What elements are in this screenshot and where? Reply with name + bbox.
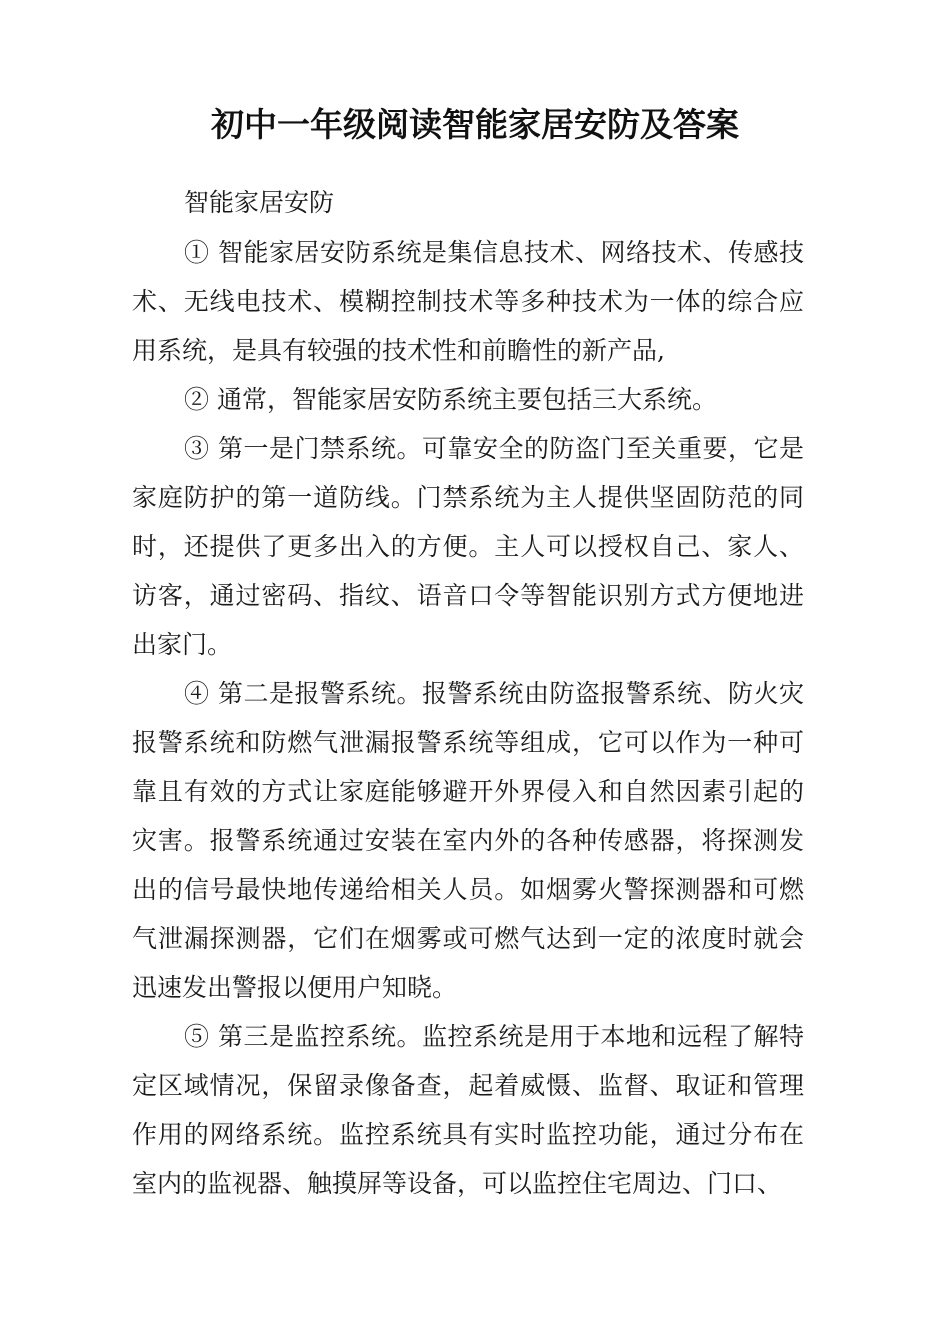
document-body: [132, 178, 804, 1208]
paragraph-4: ④ 第二是报警系统。报警系统由防盗报警系统、防火灾报警系统和防燃气泄漏报警系统等组成，它可以作为一种可靠且有效的方式让家庭能够避开外界侵入和自然因素引起的灾害。报警系统通过安装在室内外的各种传感器，将探测发出的信号最快地传递给相关人员。如烟雾火警探测器和可燃气泄漏探测器，它们在烟雾或可燃气达到一定的浓度时就会迅速发出警报以便用户知晓。: [132, 679, 804, 1002]
article-subtitle: 智能家居安防: [184, 188, 335, 217]
paragraph-1: ① 智能家居安防系统是集信息技术、网络技术、传感技术、无线电技术、模糊控制技术等多种技术为一体的综合应用系统，是具有较强的技术性和前瞻性的新产品,: [132, 238, 804, 365]
paragraph-5: ⑤ 第三是监控系统。监控系统是用于本地和远程了解特定区域情况，保留录像备查，起着威慑、监督、取证和管理作用的网络系统。监控系统具有实时监控功能，通过分布在室内的监视器、触摸屏等设备，可以监控住宅周边、门口、: [132, 1022, 804, 1198]
paragraph-3: ③ 第一是门禁系统。可靠安全的防盗门至关重要，它是家庭防护的第一道防线。门禁系统为主人提供坚固防范的同时，还提供了更多出入的方便。主人可以授权自己、家人、访客，通过密码、指纹、语音口令等智能识别方式方便地进出家门。: [132, 434, 804, 659]
paragraph-2: ② 通常，智能家居安防系统主要包括三大系统。: [184, 385, 717, 414]
document-title: 初中一年级阅读智能家居安防及答案: [211, 105, 739, 144]
